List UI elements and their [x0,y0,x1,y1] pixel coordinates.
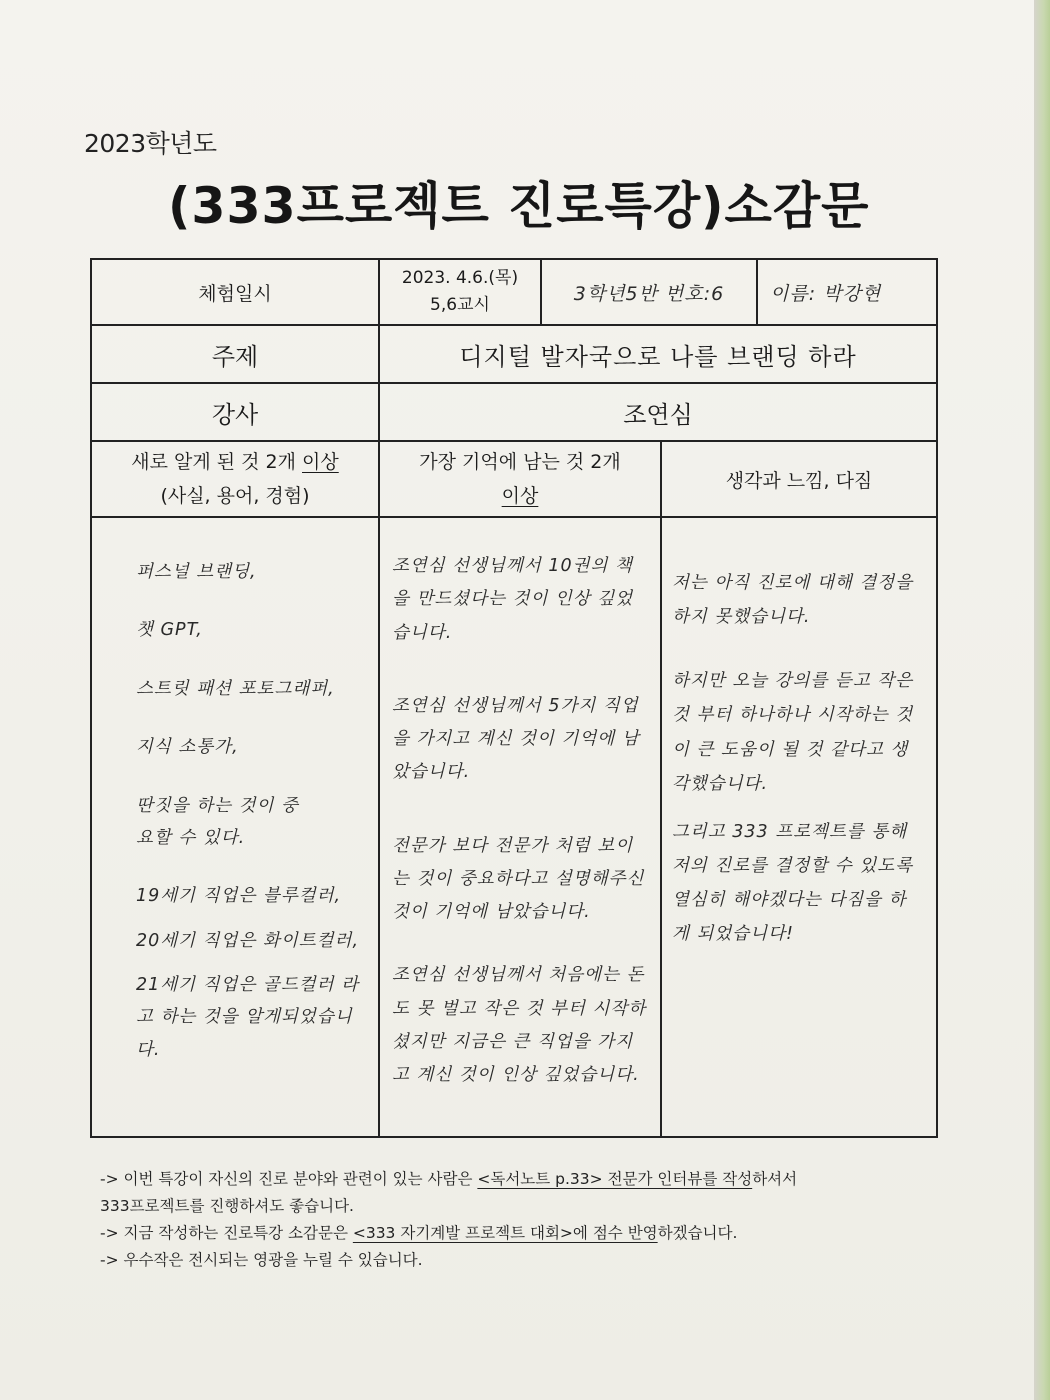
footer-line: -> 이번 특강이 자신의 진로 분야와 관련이 있는 사람은 <독서노트 p.33> 전문가 인터뷰를 작성하셔서 [100,1170,798,1188]
note-item: 하지만 오늘 강의를 듣고 작은 것 부터 하나하나 시작하는 것이 큰 도움이 될 것 같다고 생각했습니다. [672,671,914,794]
date-value [380,260,540,324]
topic-label: 주제 [211,342,259,371]
date-label: 체험일시 [198,282,272,305]
note-item: 챗 GPT, [136,620,203,641]
note-item: 조연심 선생님께서 10권의 책을 만드셨다는 것이 인상 깊었습니다. [392,556,634,643]
note-item: 조연심 선생님께서 처음에는 돈도 못 벌고 작은 것 부터 시작하셨지만 지금은 큰 직업을 가지고 계신 것이 인상 깊었습니다. [392,965,647,1085]
reflection-form-table [90,258,938,1138]
document-title: (333프로젝트 진로특강)소감문 [168,177,870,235]
note-item: 지식 소통가, [136,737,239,758]
note-item: 딴짓을 하는 것이 중요할 수 있다. [136,795,299,848]
lecturer-value: 조연심 [623,400,693,429]
date-line: 2023. 4.6.(목) [401,268,519,288]
learned-header-line2: (사실, 용어, 경험) [160,485,310,507]
footer-line: -> 지금 작성하는 진로특강 소감문은 <333 자기계발 프로젝트 대회>에 점수 반영하겠습니다. [100,1224,738,1242]
footer-line: -> 우수작은 전시되는 영광을 누릴 수 있습니다. [100,1251,423,1269]
reading-note-reference: <독서노트 p.33> 전문가 인터뷰를 작성 [477,1170,753,1188]
note-item: 퍼스널 브랜딩, [136,562,257,582]
row-divider [92,516,936,518]
learned-header-line1: 새로 알게 된 것 2개 이상 [131,451,339,473]
footer-notes [100,1166,960,1274]
topic-value: 디지털 발자국으로 나를 브랜딩 하라 [459,342,857,371]
background-edge [1034,0,1050,1400]
note-item: 전문가 보다 전문가 처럼 보이는 것이 중요하다고 설명해주신 것이 기억에 남았습니다. [392,835,645,922]
note-item: 스트릿 패션 포토그래퍼, [136,678,335,699]
col-divider [660,440,662,1136]
note-item: 그리고 333 프로젝트를 통해 저의 진로를 결정할 수 있도록 열심히 해야겠다는 다짐을 하게 되었습니다! [672,821,914,945]
lecturer-label: 강사 [211,400,259,429]
note-item: 21세기 직업은 골드컬러 라고 하는 것을 알게되었습니다. [136,975,360,1060]
note-item: 19세기 직업은 블루컬러, [136,886,342,907]
note-item: 저는 아직 진로에 대해 결정을 하지 못했습니다. [672,573,914,628]
period-line: 5,6교시 [430,295,490,315]
note-item: 20세기 직업은 화이트컬러, [136,930,360,951]
memory-header-line2: 이상 [501,485,539,507]
learned-notes [136,556,372,1092]
name-field: 이름: 박강현 [770,282,882,305]
school-year: 2023학년도 [84,129,217,158]
note-item: 조연심 선생님께서 5가지 직업을 가지고 계신 것이 기억에 남았습니다. [392,695,640,783]
learned-header [92,442,378,516]
footer-line: 333프로젝트를 진행하셔도 좋습니다. [100,1197,354,1215]
memory-notes [392,550,648,1092]
thoughts-header: 생각과 느낌, 다짐 [725,469,873,492]
class-number-field: 3학년5반 번호:6 [573,282,725,305]
memory-header-line1: 가장 기억에 남는 것 2개 [419,451,621,473]
memory-header [380,442,660,516]
thoughts-notes [672,566,922,951]
contest-reference: <333 자기계발 프로젝트 대회>에 점수 반영 [352,1224,658,1242]
